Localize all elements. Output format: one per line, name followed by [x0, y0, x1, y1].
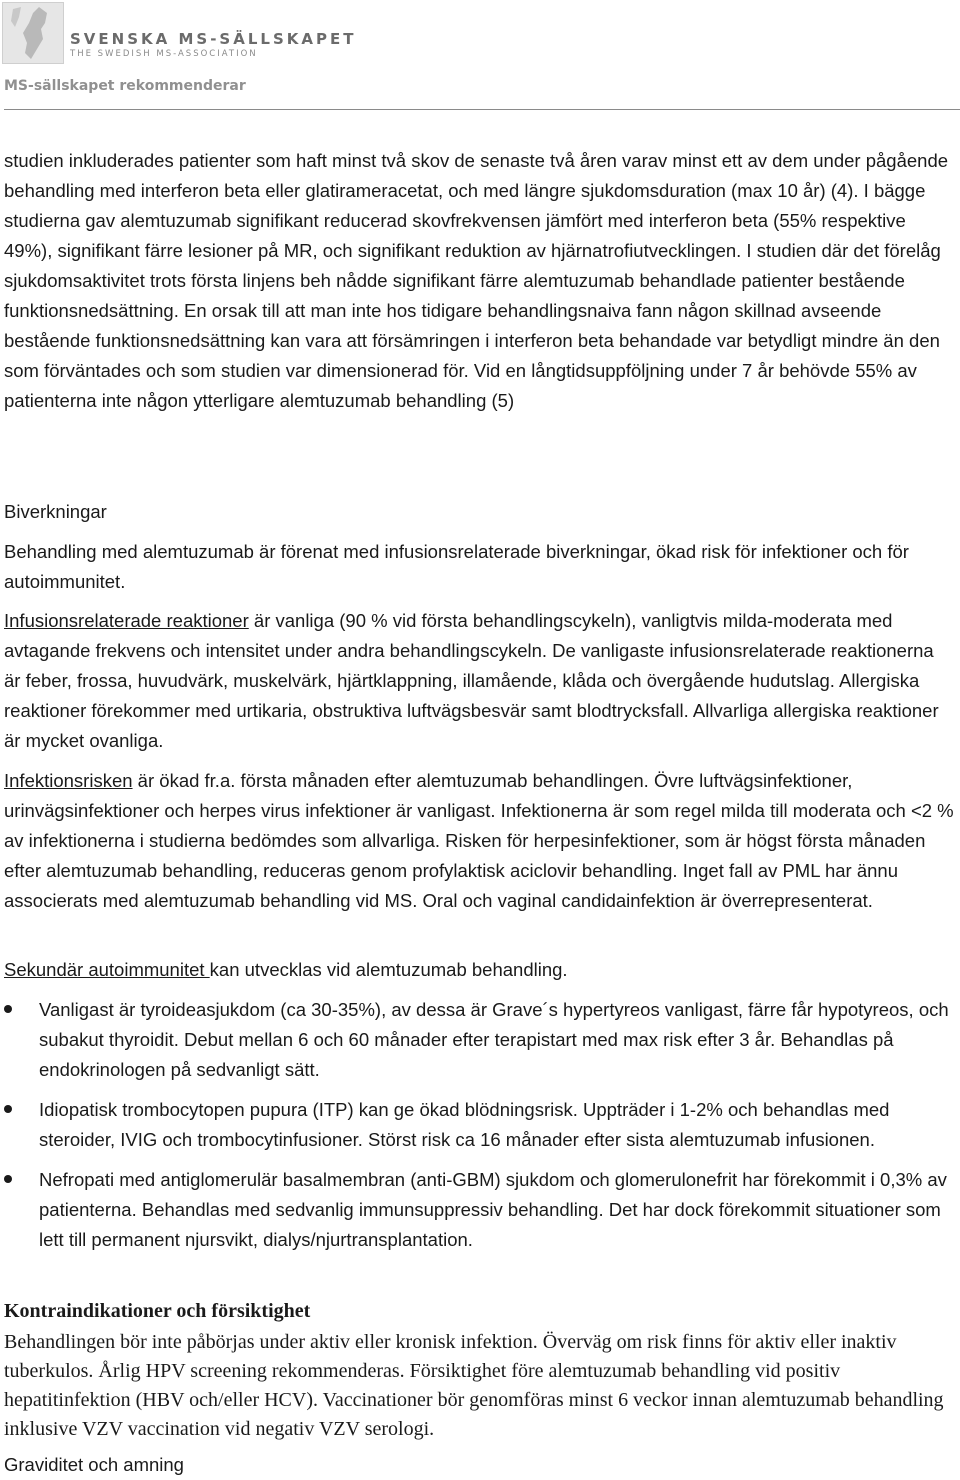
intro-paragraph: studien inkluderades patienter som haft minst två skov de senaste två åren varav minst ett av dem under pågående behandling med interferon beta eller glatirameracetat, och med längre sjukdomsduration (max 10 år) (4). I bägge studierna gav alemtuzumab signifikant reducerad skovfrekvensen jämfört med interferon beta (55% respektive 49%), signifikant färre lesioner på MR, och signifikant reduktion av hjärnatrofiutvecklingen. I studien där det förelåg sjukdomsaktivitet trots första linjens beh nådde signifikant färre alemtuzumab behandlade patienter bestående funktionsnedsättning. En orsak till att man inte hos tidigare behandlingsnaiva fann någon skillnad avseende bestående funktionsnedsättning kan vara att försämringen i interferon beta behandade var betydligt mindre än den som förväntades och som studien var dimensionerad för. Vid en långtidsuppföljning under 7 år behövde 55% av patienterna inte någon ytterligare alemtuzumab behandling (5) [4, 150, 949, 411]
bullet-icon [4, 1175, 12, 1183]
autoimmunity-bullet-list [4, 995, 954, 1265]
biverkningar-heading: Biverkningar [4, 501, 107, 522]
list-item-text: Vanligast är tyroideasjukdom (ca 30-35%), av dessa är Grave´s hypertyreos vanligast, färre får hypotyreos, och subakut thyroidit. Debut mellan 6 och 60 månader efter terapistart med max risk efter 3 år. Behandlas på endokrinologen på sedvanligt sätt. [39, 999, 949, 1080]
list-item [4, 1095, 954, 1155]
biverkningar-paragraph: Behandling med alemtuzumab är förenat med infusionsrelaterade biverkningar, ökad risk för infektioner och för autoimmunitet. [4, 541, 909, 592]
infusion-reactions-term: Infusionsrelaterade reaktioner [4, 610, 249, 631]
sweden-map-logo-icon [2, 2, 64, 64]
logo-sub-text: THE SWEDISH MS-ASSOCIATION [70, 49, 258, 59]
logo-main-text: SVENSKA MS-SÄLLSKAPET [70, 30, 357, 48]
list-item-text: Nefropati med antiglomerulär basalmembran (anti-GBM) sjukdom och glomerulonefrit har förekommit i 0,3% av patienterna. Behandlas med sedvanlig immunsuppressiv behandling. Det har dock förekommit situationer som lett till permanent njursvikt, dialys/njurtransplantation. [39, 1169, 947, 1250]
autoimmunity-paragraph [4, 955, 954, 985]
autoimmunity-text: kan utvecklas vid alemtuzumab behandling. [209, 959, 568, 980]
organization-logo [70, 30, 356, 59]
section-title: MS-sällskapet rekommenderar [4, 78, 246, 94]
list-item-text: Idiopatisk trombocytopen pupura (ITP) kan ge ökad blödningsrisk. Uppträder i 1-2% och behandlas med steroider, IVIG och trombocytinfusioner. Störst risk ca 16 månader efter sista alemtuzumab infusionen. [39, 1099, 890, 1150]
kontraindikationer-heading: Kontraindikationer och försiktighet [4, 1300, 311, 1322]
graviditet-heading: Graviditet och amning [4, 1454, 184, 1475]
bullet-icon [4, 1105, 12, 1113]
header-divider [4, 109, 960, 110]
bullet-icon [4, 1005, 12, 1013]
document-header [0, 0, 960, 110]
infection-risk-term: Infektionsrisken [4, 770, 133, 791]
infusion-reactions-text: är vanliga (90 % vid första behandlingscykeln), vanligtvis milda-moderata med avtagande frekvens och intensitet under andra behandlingscykeln. De vanligaste infusionsrelaterade reaktionerna är feber, frossa, huvudvärk, muskelvärk, hjärtklappning, illamående, klåda och övergående hudutslag. Allergiska reaktioner förekommer med urtikaria, obstruktiva luftvägsbesvär samt blodtrycksfall. Allvarliga allergiska reaktioner är mycket ovanliga. [4, 610, 939, 751]
infusion-reactions-paragraph [4, 606, 954, 756]
infection-risk-text: är ökad fr.a. första månaden efter alemtuzumab behandlingen. Övre luftvägsinfektioner, urinvägsinfektioner och herpes virus infektioner är vanligast. Infektionerna är som regel milda till moderata och <2 % av infektionerna i studierna bedömdes som allvarliga. Risken för herpesinfektioner, som är högst första månaden efter alemtuzumab behandling, reduceras genom profylaktisk aciclovir behandling. Inget fall av PML har ännu associerats med alemtuzumab behandling vid MS. Oral och vaginal candidainfektion är överrepresenterat. [4, 770, 954, 911]
list-item [4, 1165, 954, 1255]
kontraindikationer-paragraph: Behandlingen bör inte påbörjas under aktiv eller kronisk infektion. Överväg om risk finns för aktiv eller inaktiv tuberkulos. Årlig HPV screening rekommenderas. Försiktighet före alemtuzumab behandling vid positiv hepatitinfektion (HBV och/eller HCV). Vaccinationer bör genomföras minst 6 veckor innan alemtuzumab behandling inklusive VZV vaccination vid negativ VZV serologi. [4, 1331, 944, 1440]
autoimmunity-term: Sekundär autoimmunitet [4, 959, 210, 980]
list-item [4, 995, 954, 1085]
infection-risk-paragraph [4, 766, 954, 916]
